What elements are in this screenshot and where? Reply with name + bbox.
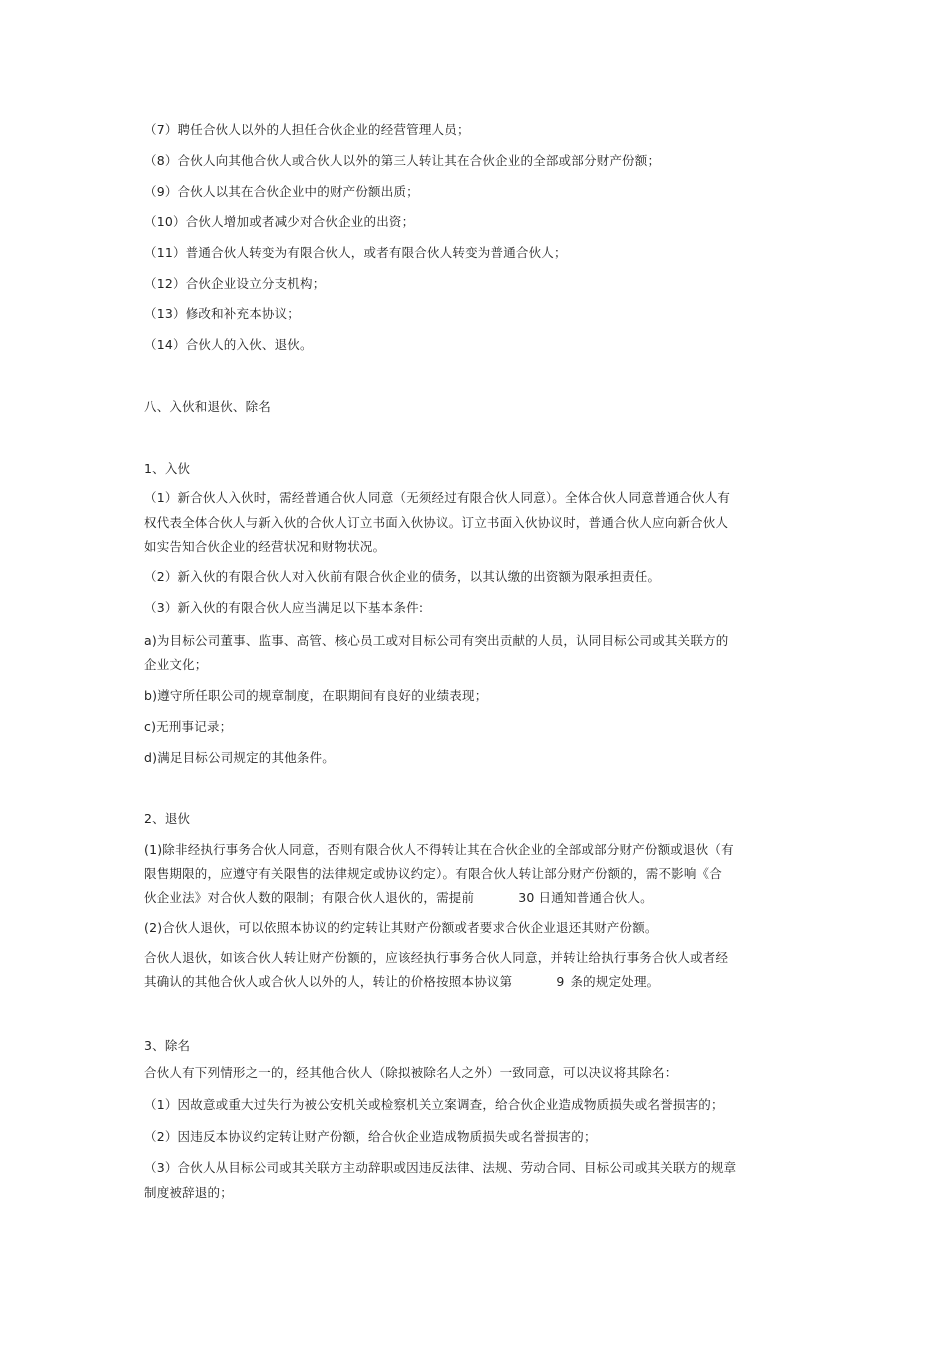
paragraph-text: 伙企业法》对合伙人数的限制；有限合伙人退伙的，需提前 xyxy=(144,890,475,905)
list-item: （8）合伙人向其他合伙人或合伙人以外的第三人转让其在合伙企业的全部或部分财产份额； xyxy=(144,153,661,168)
list-item: （9）合伙人以其在合伙企业中的财产份额出质； xyxy=(144,184,419,199)
paragraph-line: 制度被辞退的； xyxy=(144,1185,233,1200)
subsection-heading-removal: 3、除名 xyxy=(144,1038,191,1053)
subsection-heading-admission: 1、入伙 xyxy=(144,461,191,476)
paragraph-text: 其确认的其他合伙人或合伙人以外的人，转让的价格按照本协议第 xyxy=(144,974,513,989)
paragraph-line xyxy=(144,974,659,990)
paragraph-text: 条的规定处理。 xyxy=(570,974,660,989)
paragraph: 合伙人有下列情形之一的，经其他合伙人（除拟被除名人之外）一致同意，可以决议将其除名： xyxy=(144,1065,678,1080)
paragraph: （2）因违反本协议约定转让财产份额，给合伙企业造成物质损失或名誉损害的； xyxy=(144,1129,597,1144)
condition-line: a)为目标公司董事、监事、高管、核心员工或对目标公司有突出贡献的人员，认同目标公司或其关联方的 xyxy=(144,633,729,648)
list-item: （13）修改和补充本协议； xyxy=(144,306,301,321)
paragraph: （2）新入伙的有限合伙人对入伙前有限合伙企业的债务，以其认缴的出资额为限承担责任。 xyxy=(144,569,661,584)
paragraph-line: （3）合伙人从目标公司或其关联方主动辞职或因违反法律、法规、劳动合同、目标公司或其关联方的规章 xyxy=(144,1160,737,1175)
paragraph-line: （1）新合伙人入伙时，需经普通合伙人同意（无须经过有限合伙人同意）。全体合伙人同意普通合伙人有 xyxy=(144,490,731,505)
subsection-heading-withdrawal: 2、退伙 xyxy=(144,811,191,826)
list-item: （10）合伙人增加或者减少对合伙企业的出资； xyxy=(144,214,415,229)
paragraph: (2)合伙人退伙，可以依照本协议的约定转让其财产份额或者要求合伙企业退还其财产份额。 xyxy=(144,920,658,935)
list-item: （14）合伙人的入伙、退伙。 xyxy=(144,337,313,352)
paragraph-line: 如实告知合伙企业的经营状况和财物状况。 xyxy=(144,539,386,554)
condition: b)遵守所任职公司的规章制度，在职期间有良好的业绩表现； xyxy=(144,688,488,703)
condition-line: 企业文化； xyxy=(144,657,208,672)
list-item: （7）聘任合伙人以外的人担任合伙企业的经营管理人员； xyxy=(144,122,470,137)
list-item: （11）普通合伙人转变为有限合伙人，或者有限合伙人转变为普通合伙人； xyxy=(144,245,567,260)
section-heading: 八、入伙和退伙、除名 xyxy=(144,399,272,414)
condition: c)无刑事记录； xyxy=(144,719,233,734)
notice-days: 30 xyxy=(518,890,535,905)
paragraph-text: 日通知普通合伙人。 xyxy=(538,890,653,905)
paragraph-line xyxy=(144,890,653,906)
article-number: 9 xyxy=(556,974,565,989)
paragraph-line: (1)除非经执行事务合伙人同意，否则有限合伙人不得转让其在合伙企业的全部或部分财产份额或退伙（有 xyxy=(144,842,734,857)
list-item: （12）合伙企业设立分支机构； xyxy=(144,276,326,291)
condition: d)满足目标公司规定的其他条件。 xyxy=(144,750,336,765)
paragraph: （1）因故意或重大过失行为被公安机关或检察机关立案调查，给合伙企业造成物质损失或名誉损害的； xyxy=(144,1097,724,1112)
paragraph-line: 合伙人退伙，如该合伙人转让财产份额的，应该经执行事务合伙人同意，并转让给执行事务合伙人或者经 xyxy=(144,950,729,965)
paragraph: （3）新入伙的有限合伙人应当满足以下基本条件: xyxy=(144,600,424,615)
paragraph-line: 权代表全体合伙人与新入伙的合伙人订立书面入伙协议。订立书面入伙协议时，普通合伙人应向新合伙人 xyxy=(144,515,729,530)
paragraph-line: 限售期限的，应遵守有关限售的法律规定或协议约定）。有限合伙人转让部分财产份额的，需不影响《合 xyxy=(144,866,722,881)
